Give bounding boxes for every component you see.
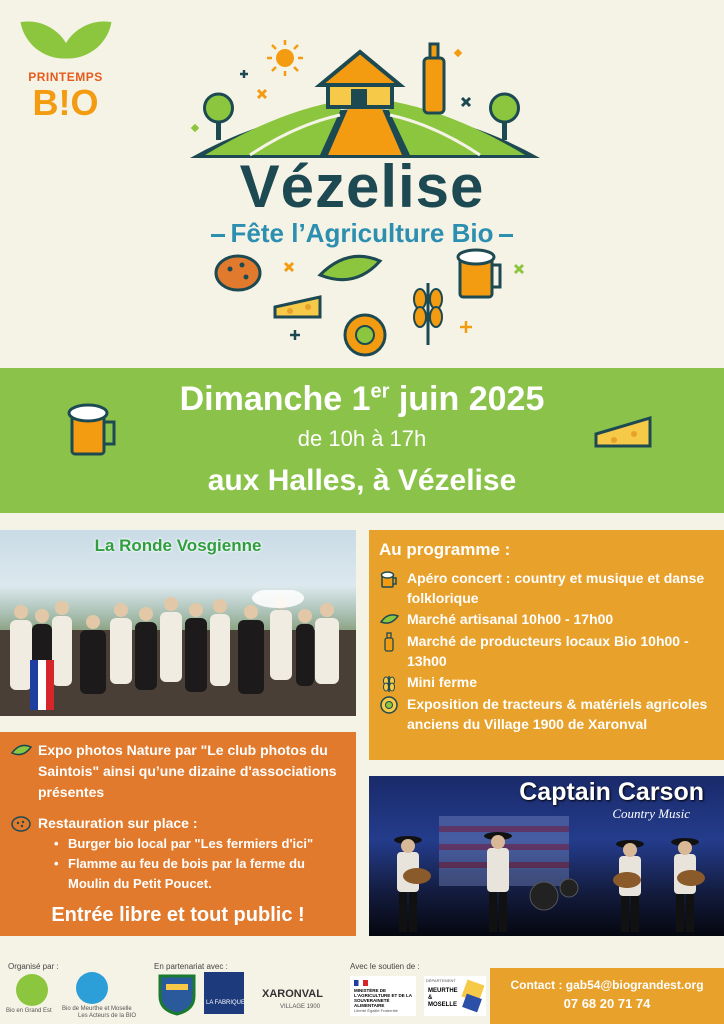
- contact-box: [490, 968, 724, 1024]
- dept-label: DÉPARTEMENT: [426, 978, 456, 983]
- la-fabrique-logo: [204, 972, 244, 1014]
- bio-grand-est-logo: [16, 974, 48, 1006]
- logo-line1: PRINTEMPS: [28, 70, 103, 84]
- band-subtitle: Country Music: [612, 806, 690, 821]
- town-title: Vézelise: [239, 153, 485, 220]
- partner3-sub: VILLAGE 1900: [280, 1004, 321, 1010]
- sun-icon: [267, 40, 303, 76]
- program-item: [379, 609, 714, 630]
- leaf-icon: [320, 256, 380, 279]
- expo-text: Expo photos Nature par "Le club photos du Saintois" ainsi qu’une dizaine d'associations présentes: [38, 742, 337, 800]
- beer-icon: [379, 569, 399, 589]
- partner2-name: LA FABRIQUE: [206, 1000, 246, 1006]
- program-item: [379, 672, 714, 693]
- ministere-logo: [350, 976, 416, 1016]
- header: [0, 0, 724, 368]
- program-item: [379, 568, 714, 608]
- captain-carson-photo: [369, 776, 724, 936]
- sunflower-icon: [379, 695, 399, 715]
- umbrella-icon: [252, 590, 304, 608]
- partner3-name: XARONVAL: [262, 988, 323, 1000]
- list-item: • Burger bio local par "Les fermiers d'ici": [54, 834, 346, 854]
- cheese-icon: [275, 297, 320, 317]
- leaf-icon: [10, 741, 32, 761]
- ronde-vosgienne-photo: [0, 530, 356, 716]
- folk-group-image: [0, 590, 356, 716]
- printemps-bio-logo: [18, 18, 113, 128]
- bio-meurthe-moselle-logo: [76, 972, 108, 1004]
- org2-sub: Les Acteurs de la BIO: [78, 1013, 137, 1019]
- program-item-text: Exposition de tracteurs & matériels agricoles anciens du Village 1900 de Xaronval: [407, 696, 708, 732]
- org2-name: Bio de Meurthe et Moselle: [62, 1006, 132, 1012]
- program-item-text: Marché artisanal 10h00 - 17h00: [407, 611, 614, 627]
- muffin-icon: [10, 814, 32, 834]
- leaf-icon: [61, 15, 112, 66]
- info-box: [0, 732, 356, 936]
- date-main: Dimanche 1: [179, 380, 371, 418]
- french-flag-icon: [30, 660, 54, 710]
- departement-logo: [424, 976, 486, 1016]
- contact-phone[interactable]: 07 68 20 71 74: [563, 996, 651, 1011]
- photo-caption: La Ronde Vosgienne: [94, 536, 262, 555]
- cheese-icon: [592, 412, 654, 452]
- event-place: aux Halles, à Vézelise: [207, 464, 517, 497]
- ministere-sub: Liberté Égalité Fraternité: [354, 1008, 398, 1013]
- produce-icons: [190, 245, 540, 365]
- program-title: Au programme :: [379, 540, 511, 559]
- tree-icon: [205, 94, 233, 140]
- soutien-label: Avec le soutien de :: [350, 962, 420, 971]
- leaf-icon: [379, 610, 399, 630]
- house-icon: [320, 52, 400, 107]
- date-rest: juin 2025: [389, 380, 545, 418]
- logo-line2: B!O: [32, 82, 99, 123]
- program-item-text: Apéro concert : country et musique et danse folklorique: [407, 570, 705, 606]
- list-item: • Flamme au feu de bois par la ferme du Moulin du Petit Poucet.: [54, 854, 346, 894]
- program-item-text: Marché de producteurs locaux Bio 10h00 - 13h00: [407, 633, 689, 669]
- muffin-icon: [216, 256, 260, 290]
- subtitle-text: Fête l’Agriculture Bio: [230, 218, 494, 248]
- restauration-list: [54, 834, 346, 894]
- dash-right: [499, 234, 513, 237]
- wheat-icon: [379, 673, 399, 693]
- org1-name: Bio en Grand Est: [6, 1008, 52, 1014]
- entree-libre: Entrée libre et tout public !: [51, 904, 305, 926]
- town-crest-icon: [156, 972, 198, 1016]
- sunflower-icon: [345, 315, 385, 355]
- date-band: [0, 368, 724, 513]
- date-sup: er: [370, 380, 390, 403]
- farm-emblem: [170, 30, 560, 170]
- bottle-icon: [379, 632, 399, 652]
- program-item: [379, 694, 714, 734]
- band-title: Captain Carson: [519, 778, 704, 806]
- beer-icon: [458, 250, 500, 297]
- organise-label: Organisé par :: [8, 962, 59, 971]
- tree-icon: [491, 94, 519, 140]
- band-stage-image: [369, 816, 724, 936]
- program-item: [379, 631, 714, 671]
- dept-name: MEURTHE & MOSELLE: [428, 988, 458, 1008]
- program-box: [369, 530, 724, 760]
- expo-line: [10, 740, 346, 803]
- flag-icon: [354, 980, 368, 986]
- bottle-icon: [424, 44, 444, 113]
- program-item-text: Mini ferme: [407, 674, 478, 690]
- dash-left: [211, 234, 225, 237]
- wheat-icon: [414, 283, 442, 345]
- restauration-line: [10, 813, 346, 834]
- restauration-text: Restauration sur place :: [38, 815, 198, 831]
- event-hours: de 10h à 17h: [297, 426, 427, 451]
- contact-email[interactable]: Contact : gab54@biograndest.org: [510, 978, 704, 992]
- partenariat-label: En partenariat avec :: [154, 962, 228, 971]
- ministere-name: MINISTÈRE DE L'AGRICULTURE ET DE LA SOUVERAINETÉ ALIMENTAIRE: [354, 988, 412, 1008]
